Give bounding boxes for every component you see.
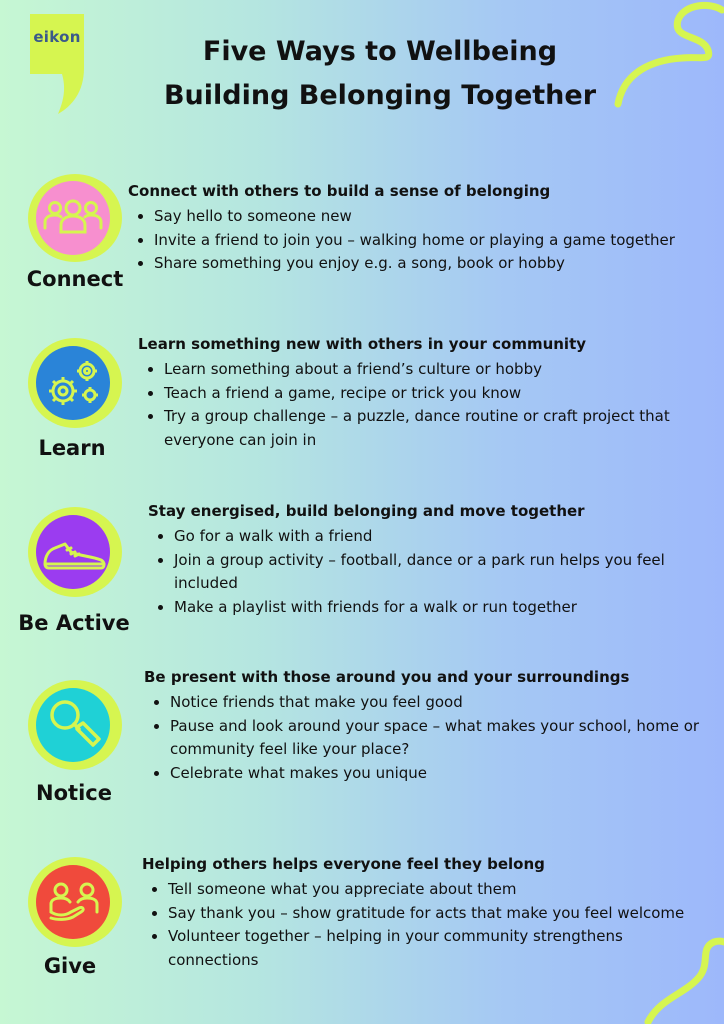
bullet-list xyxy=(128,205,718,276)
bullet-list xyxy=(138,358,708,452)
page-title xyxy=(115,30,645,118)
list-item: • Say thank you – show gratitude for acts that make you feel welcome xyxy=(168,902,707,926)
notice-badge xyxy=(25,675,125,775)
be-active-badge xyxy=(25,502,125,602)
list-item: • Teach a friend a game, recipe or trick you know xyxy=(164,382,708,406)
section-label-be-active: Be Active xyxy=(18,611,130,635)
section-label-connect: Connect xyxy=(26,267,124,291)
section-label-learn: Learn xyxy=(38,436,106,460)
connect-badge xyxy=(25,168,125,268)
list-item: • Make a playlist with friends for a walk or run together xyxy=(174,596,713,620)
list-item: • Notice friends that make you feel good xyxy=(170,691,714,715)
section-label-notice: Notice xyxy=(36,781,112,805)
title-line-1: Five Ways to Wellbeing xyxy=(202,36,558,67)
section-heading: Be present with those around you and your surroundings xyxy=(144,668,630,686)
section-label-give: Give xyxy=(43,954,97,978)
list-item: • Pause and look around your space – what makes your school, home or community feel like your place? xyxy=(170,715,714,762)
section-learn xyxy=(138,333,708,452)
list-item: • Join a group activity – football, dance or a park run helps you feel included xyxy=(174,549,713,596)
bullet-list xyxy=(142,878,707,972)
bullet-list xyxy=(144,691,714,785)
list-item: • Learn something about a friend’s culture or hobby xyxy=(164,358,708,382)
section-notice xyxy=(144,666,714,785)
section-heading: Helping others helps everyone feel they belong xyxy=(142,855,545,873)
section-connect xyxy=(128,180,718,276)
logo-text: eikon xyxy=(33,28,81,46)
list-item: • Go for a walk with a friend xyxy=(174,525,713,549)
list-item: • Share something you enjoy e.g. a song, book or hobby xyxy=(154,252,718,276)
bullet-list xyxy=(148,525,713,619)
title-line-2: Building Belonging Together xyxy=(163,80,597,111)
section-heading: Learn something new with others in your community xyxy=(138,335,587,353)
list-item: • Celebrate what makes you unique xyxy=(170,762,714,786)
section-be-active xyxy=(148,500,713,619)
list-item: • Tell someone what you appreciate about them xyxy=(168,878,707,902)
section-give xyxy=(142,853,707,972)
list-item: • Volunteer together – helping in your community strengthens connections xyxy=(168,925,707,972)
section-heading: Connect with others to build a sense of belonging xyxy=(128,182,551,200)
list-item: • Try a group challenge – a puzzle, dance routine or craft project that everyone can join in xyxy=(164,405,708,452)
list-item: • Say hello to someone new xyxy=(154,205,718,229)
list-item: • Invite a friend to join you – walking home or playing a game together xyxy=(154,229,718,253)
section-heading: Stay energised, build belonging and move together xyxy=(148,502,585,520)
learn-badge xyxy=(25,333,125,433)
give-badge xyxy=(25,852,125,952)
